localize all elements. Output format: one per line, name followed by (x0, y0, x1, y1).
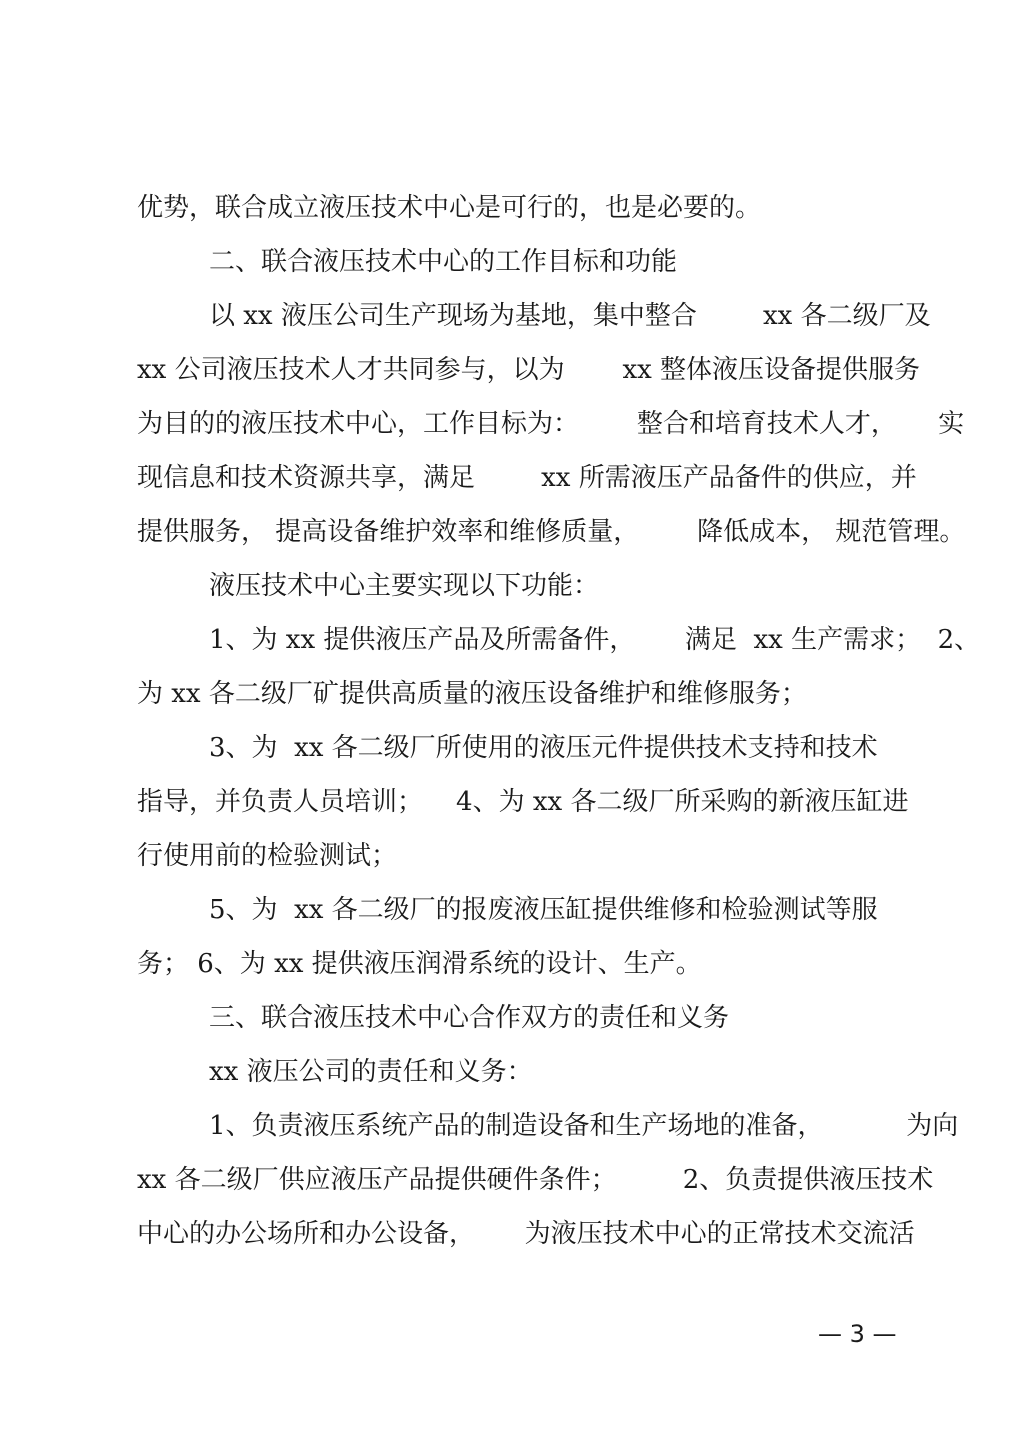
list-item-text: 1、为 xx 提供液压产品及所需备件， 满足 xx 生产需求； 2、 (209, 625, 981, 655)
section-heading: 三、联合液压技术中心合作双方的责任和义务 (209, 1003, 730, 1033)
list-item-text: 务； 6、为 xx 提供液压润滑系统的设计、生产。 (137, 949, 702, 979)
list-item-text: 5、为 xx 各二级厂的报废液压缸提供维修和检验测试等服 (209, 895, 878, 925)
subheading: xx 液压公司的责任和义务： (209, 1057, 533, 1087)
body-text-line: 液压技术中心主要实现以下功能： (209, 571, 600, 601)
section-heading: 二、联合液压技术中心的工作目标和功能 (209, 247, 678, 277)
body-text-line: 以 xx 液压公司生产现场为基地，集中整合 xx 各二级厂及 (209, 301, 931, 331)
body-text-line: 提供服务， 提高设备维护效率和维修质量， 降低成本， 规范管理。 (137, 517, 966, 547)
list-item-text: 指导，并负责人员培训； 4、为 xx 各二级厂所采购的新液压缸进 (137, 787, 909, 817)
list-item-text: 为 xx 各二级厂矿提供高质量的液压设备维护和维修服务； (137, 679, 807, 709)
list-item-text: 1、负责液压系统产品的制造设备和生产场地的准备， 为向 (209, 1111, 959, 1141)
list-item-text: 行使用前的检验测试； (137, 841, 398, 871)
body-text-line: xx 公司液压技术人才共同参与，以为 xx 整体液压设备提供服务 (137, 355, 921, 385)
list-item-text: xx 各二级厂供应液压产品提供硬件条件； 2、负责提供液压技术 (137, 1165, 934, 1195)
list-item-text: 3、为 xx 各二级厂所使用的液压元件提供技术支持和技术 (209, 733, 878, 763)
body-text-line: 优势，联合成立液压技术中心是可行的，也是必要的。 (137, 193, 762, 223)
page-number: — 3 — (818, 1320, 897, 1348)
body-text-line: 为目的的液压技术中心，工作目标为： 整合和培育技术人才， 实 (137, 409, 965, 439)
list-item-text: 中心的办公场所和办公设备， 为液压技术中心的正常技术交流活 (137, 1219, 915, 1249)
body-text-line: 现信息和技术资源共享，满足 xx 所需液压产品备件的供应，并 (137, 463, 917, 493)
